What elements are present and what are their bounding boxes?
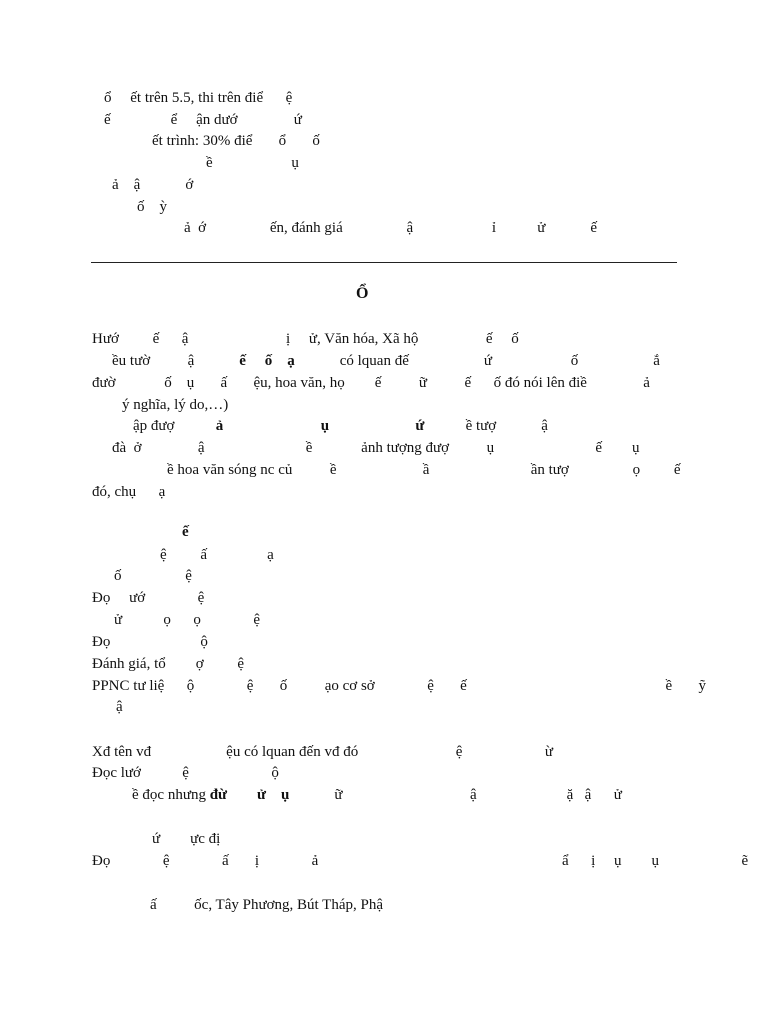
text-segment: có lquan đế ứ ố ắ [294, 353, 660, 369]
intro-line-7 [167, 461, 681, 479]
text-segment: đà ở ậ ề ảnh tượng đượ ụ ế ụ [112, 440, 640, 456]
method-line-3: Đọ ướ ệ [92, 590, 205, 606]
text-segment: ứ [415, 418, 425, 434]
intro-line-5 [133, 417, 548, 435]
text-segment: ả [215, 418, 224, 434]
text-segment [329, 418, 415, 434]
section-heading: Ổ [356, 285, 369, 302]
text-segment: ý nghĩa, lý do,…) [122, 397, 229, 413]
step-line-1 [92, 743, 553, 761]
note-line-5: ả ậ ớ [112, 177, 194, 193]
method-line-2: ố ệ [114, 568, 192, 584]
note-line-4: ề ụ [206, 155, 299, 171]
text-segment: đườ ố ụ ấ ệu, hoa văn, họ ế ữ ế ố đó nói lên điề ả [92, 375, 650, 391]
intro-line-2 [112, 352, 660, 370]
section-divider [91, 262, 677, 263]
field-line-1: Đọ ệ ấ ị ả ẩ ị ụ ụ ẽ [92, 853, 749, 869]
note-line-7: ả ớ ến, đánh giá ậ ỉ ử ế [184, 220, 598, 236]
method-line-1: ệ ấ ạ [160, 547, 274, 563]
text-segment: ập đượ [133, 418, 216, 434]
text-segment: ề đọc nhưng [132, 787, 210, 803]
intro-line-4 [122, 396, 228, 414]
intro-line-8 [92, 483, 165, 501]
method-line-5: Đọ ộ [92, 634, 208, 650]
method-line-6: Đánh giá, tổ ợ ệ [92, 656, 245, 672]
note-line-3: ết trình: 30% điể ổ ố [152, 133, 320, 149]
intro-line-6 [112, 439, 640, 457]
method-line-4: ử ọ ọ ệ [114, 612, 261, 628]
text-segment: ế ố ạ [239, 353, 295, 369]
text-segment: ụ [320, 418, 330, 434]
note-line-1: ổ ết trên 5.5, thi trên điể ệ [104, 90, 293, 106]
text-segment [223, 418, 321, 434]
step-line-3 [132, 786, 622, 804]
method-line-7: PPNC tư liệ ộ ệ ố ạo cơ sở ệ ế ề ỹ [92, 678, 706, 694]
field-line-2: ấ ốc, Tây Phương, Bút Tháp, Phậ [150, 897, 383, 913]
field-heading: ứ ực đị [152, 831, 221, 847]
text-segment: ử ụ [257, 787, 290, 803]
text-segment: Xđ tên vđ ệu có lquan đến vđ đó ệ ừ [92, 744, 553, 760]
methods-heading: ế [182, 524, 189, 540]
method-line-8: ậ [116, 699, 123, 715]
note-line-2: ế ể ận dướ ứ [104, 112, 302, 128]
text-segment: Đọc lướ ệ ộ [92, 765, 279, 781]
note-line-6: ố ỳ [137, 199, 167, 215]
text-segment: ề tượ ậ [424, 418, 548, 434]
intro-line-3 [92, 374, 650, 392]
step-line-2 [92, 764, 279, 782]
text-segment: ề hoa văn sóng nc củ ề ầ ần tượ ọ ế [167, 462, 681, 478]
text-segment: đừ [209, 787, 228, 803]
text-segment: ều tườ ậ [112, 353, 240, 369]
text-segment: Hướ ế ậ ị ử, Văn hóa, Xã hộ ế ố [92, 331, 519, 347]
intro-line-1 [92, 330, 519, 348]
text-segment [227, 787, 257, 803]
text-segment: đó, chụ ạ [92, 484, 166, 500]
text-segment: ữ ậ ặ ậ ử [289, 787, 622, 803]
